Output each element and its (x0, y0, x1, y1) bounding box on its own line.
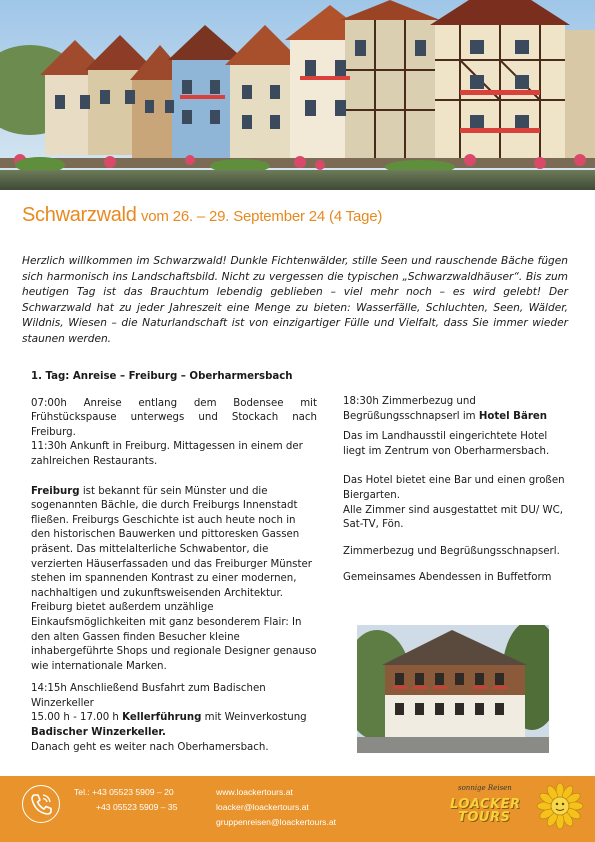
dinner-text: Gemeinsames Abendessen in Buffetform (343, 572, 552, 584)
room-checkin-text: Zimmerbezug und Begrüßungsschnapserl. (343, 545, 560, 557)
logo-tagline: sonnige Reisen (458, 784, 512, 792)
phone-icon (22, 785, 60, 823)
day-heading: 1. Tag: Anreise – Freiburg – Oberharmersbach (31, 371, 293, 382)
website-link[interactable]: www.loackertours.at (216, 787, 293, 797)
logo-wordmark (450, 798, 521, 824)
checkin-text (343, 395, 571, 424)
hotel-baeren-photo (357, 625, 549, 753)
logo-word-2: TOURS (458, 810, 511, 825)
hotel-bar-text: Das Hotel bietet eine Bar und einen großen Biergarten. (343, 475, 565, 501)
email-link-1[interactable]: loacker@loackertours.at (216, 802, 309, 812)
hero-image-colmar-houses (0, 0, 595, 190)
freiburg-text: ist bekannt für sein Münster und die sogenannten Bächle, die durch Freiburgs Innenstadt fließen. Freiburgs Geschichte ist auch heute noch in den historischen Bauwerken und pittoresken Gassen präsent. Das mittelalterliche Schwabentor, die verzierten Häuserfassaden und das Freiburger Münster stehen im spannenden Kontrast zu einer modernen, nachhaltigen und zukunftsweisenden Architektur. Freiburg bietet außerdem unzählige Einkaufsmöglichkeiten mit ganz besonderem Flair: In den alten Gassen finden Besucher kleine inhabergeführte Shops und regionale Designer genauso wie internationale Marken. (31, 485, 317, 672)
room-amenities: Alle Zimmer sind ausgestattet mit DU/ WC, Sat-TV, Fön. (343, 504, 563, 531)
winzerkeller-bold: Badischer Winzerkeller. (31, 727, 166, 739)
departure-text (31, 397, 317, 441)
cellar-tour-text (31, 711, 317, 740)
onward-text: Danach geht es weiter nach Oberhamersbach. (31, 741, 269, 753)
hotel-description: Das im Landhausstil eingerichtete Hotel liegt im Zentrum von Oberharmersbach. (343, 431, 550, 457)
tasting-text: mit Weinverkostung (201, 712, 307, 724)
itinerary-left-column (31, 370, 317, 764)
page-title (22, 204, 382, 227)
title-dates: vom 26. – 29. September 24 (4 Tage) (140, 208, 383, 225)
cellar-time: 15.00 h - 17.00 h (31, 712, 123, 724)
logo-word-1: LOACKER (450, 797, 521, 812)
departure-line: 07:00h Anreise entlang dem Bodensee mit Frühstückspause unterwegs und Stockach nach Freiburg. (31, 397, 317, 438)
intro-paragraph: Herzlich willkommen im Schwarzwald! Dunkle Fichtenwälder, stille Seen und rauschende Bäche fügen sich harmonisch ins Landschaftsbild. Nicht zu vergessen die typischen „Schwarzwaldhäuser“. Bis zum heutigen Tag ist das Brauchtum lebendig geblieben – viel mehr noch – es wird gelebt! Der Schwarzwald hat zu jeder Jahreszeit eine Menge zu bieten: Wasserfälle, Schluchten, Seen, Wälder, Wildnis, Wiesen – die Naturlandschaft ist von einzigartiger Fülle und Vielfalt, dass Sie immer wieder staunen werden. (22, 255, 568, 345)
bus-text: 14:15h Anschließend Busfahrt zum Badischen Winzerkeller (31, 683, 266, 709)
email-link-2[interactable]: gruppenreisen@loackertours.at (216, 817, 337, 827)
cellar-tour-bold: Kellerführung (122, 712, 202, 724)
title-main: Schwarzwald (22, 204, 137, 226)
checkin-line: 18:30h Zimmerbezug und Begrüßungsschnapserl im (343, 396, 479, 422)
hotel-name: Hotel Bären (478, 410, 548, 422)
itinerary-right-column (343, 395, 571, 595)
freiburg-bold: Freiburg (31, 485, 80, 497)
freiburg-paragraph (31, 485, 317, 675)
phone-number-2[interactable]: +43 05523 5909 – 35 (96, 802, 178, 812)
arrival-text: 11:30h Ankunft in Freiburg. Mittagessen in einem der zahlreichen Restaurants. (31, 441, 303, 467)
phone-number-1[interactable]: Tel.: +43 05523 5909 – 20 (74, 787, 174, 797)
